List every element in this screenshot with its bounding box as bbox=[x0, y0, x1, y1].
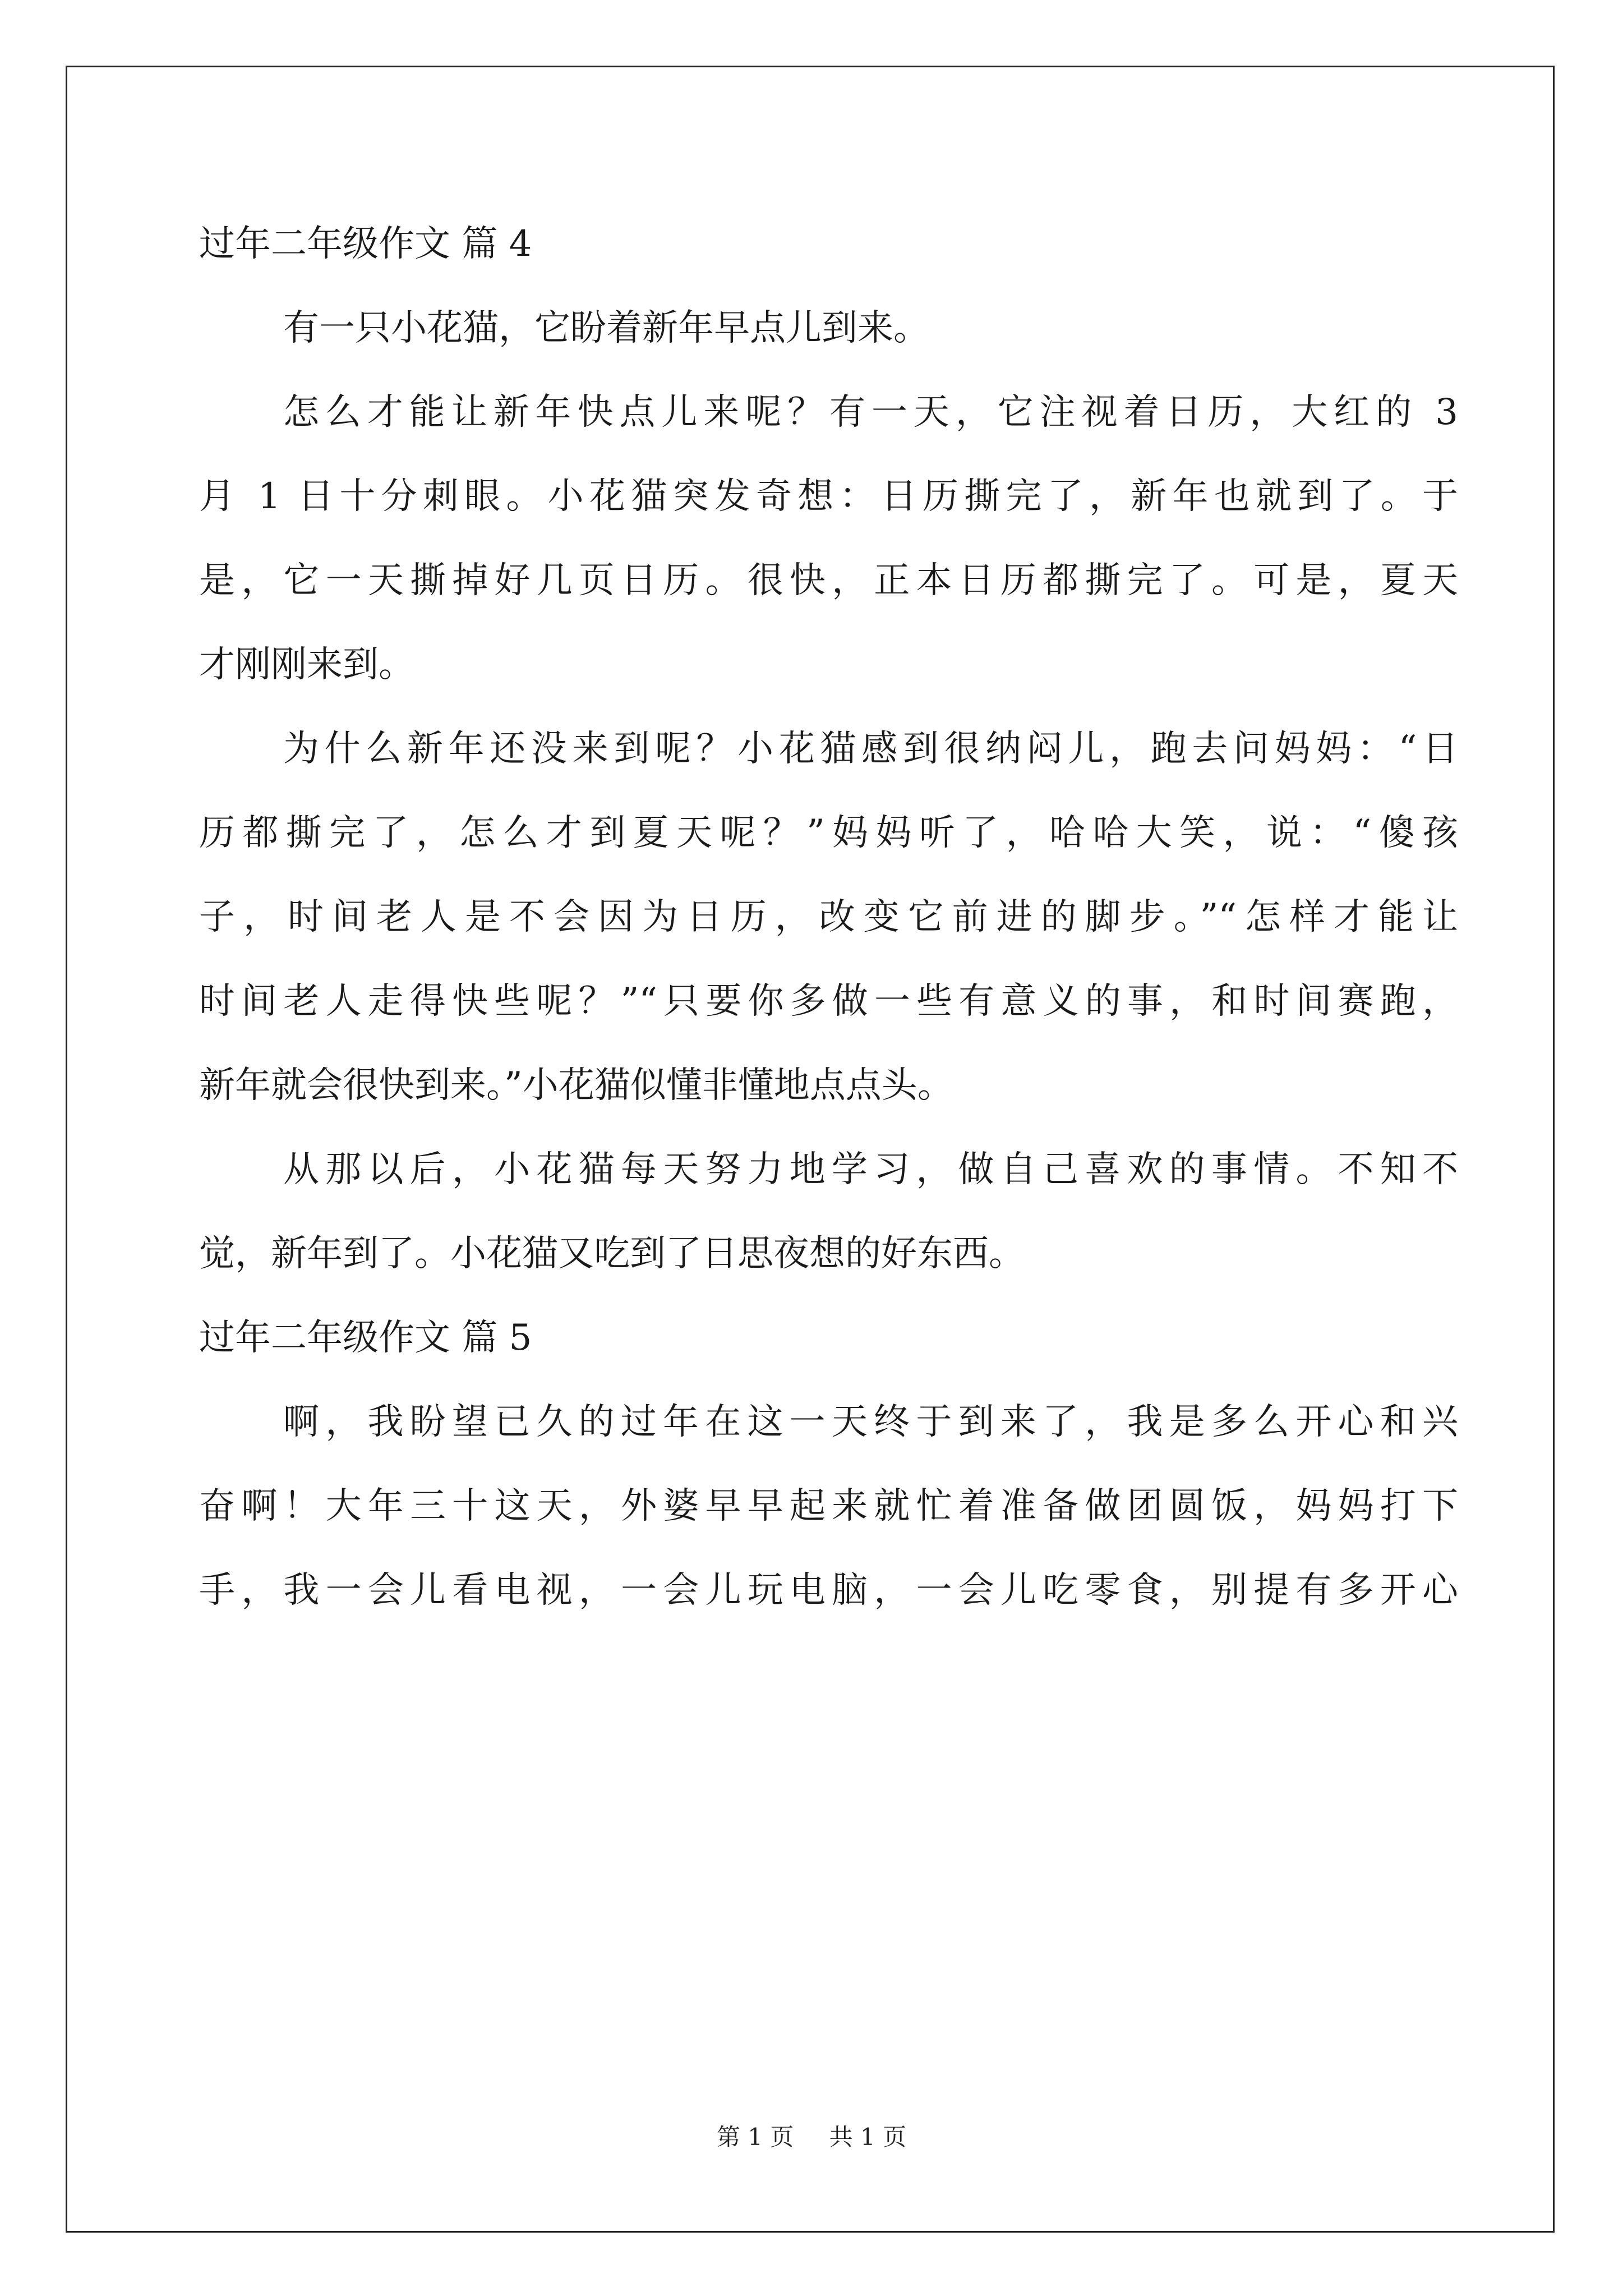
page-footer bbox=[0, 2120, 1623, 2154]
paragraph-line: 时间老人走得快些呢？”“只要你多做一些有意义的事，和时间赛跑， bbox=[199, 981, 1458, 1022]
page-number-total: 共 1 页 bbox=[829, 2123, 907, 2151]
paragraph-line: 从那以后，小花猫每天努力地学习，做自己喜欢的事情。不知不 bbox=[283, 1149, 1458, 1190]
paragraph-line: 觉，新年到了。小花猫又吃到了日思夜想的好东西。 bbox=[199, 1233, 1025, 1274]
paragraph-line: 子，时间老人是不会因为日历，改变它前进的脚步。”“怎样才能让 bbox=[199, 896, 1458, 938]
paragraph-line: 手，我一会儿看电视，一会儿玩电脑，一会儿吃零食，别提有多开心 bbox=[199, 1570, 1458, 1611]
section-heading: 过年二年级作文 篇 4 bbox=[199, 223, 532, 265]
paragraph-line: 历都撕完了，怎么才到夏天呢？”妈妈听了，哈哈大笑，说：“傻孩 bbox=[199, 812, 1458, 854]
paragraph-line: 是，它一天撕掉好几页日历。很快，正本日历都撕完了。可是，夏天 bbox=[199, 560, 1458, 601]
paragraph-line: 新年就会很快到来。”小花猫似懂非懂地点点头。 bbox=[199, 1065, 953, 1106]
paragraph-line: 怎么才能让新年快点儿来呢？有一天，它注视着日历，大红的 3 bbox=[283, 392, 1458, 433]
paragraph-line: 有一只小花猫，它盼着新年早点儿到来。 bbox=[283, 307, 929, 349]
paragraph-line: 奋啊！大年三十这天，外婆早早起来就忙着准备做团圆饭，妈妈打下 bbox=[199, 1485, 1458, 1527]
paragraph-line: 月 1 日十分刺眼。小花猫突发奇想：日历撕完了，新年也就到了。于 bbox=[199, 476, 1458, 517]
page-number-current: 第 1 页 bbox=[716, 2123, 794, 2151]
paragraph-line: 啊，我盼望已久的过年在这一天终于到来了，我是多么开心和兴 bbox=[283, 1401, 1458, 1443]
section-heading: 过年二年级作文 篇 5 bbox=[199, 1317, 532, 1359]
paragraph-line: 才刚刚来到。 bbox=[199, 644, 414, 685]
paragraph-line: 为什么新年还没来到呢？小花猫感到很纳闷儿，跑去问妈妈：“日 bbox=[283, 728, 1458, 770]
